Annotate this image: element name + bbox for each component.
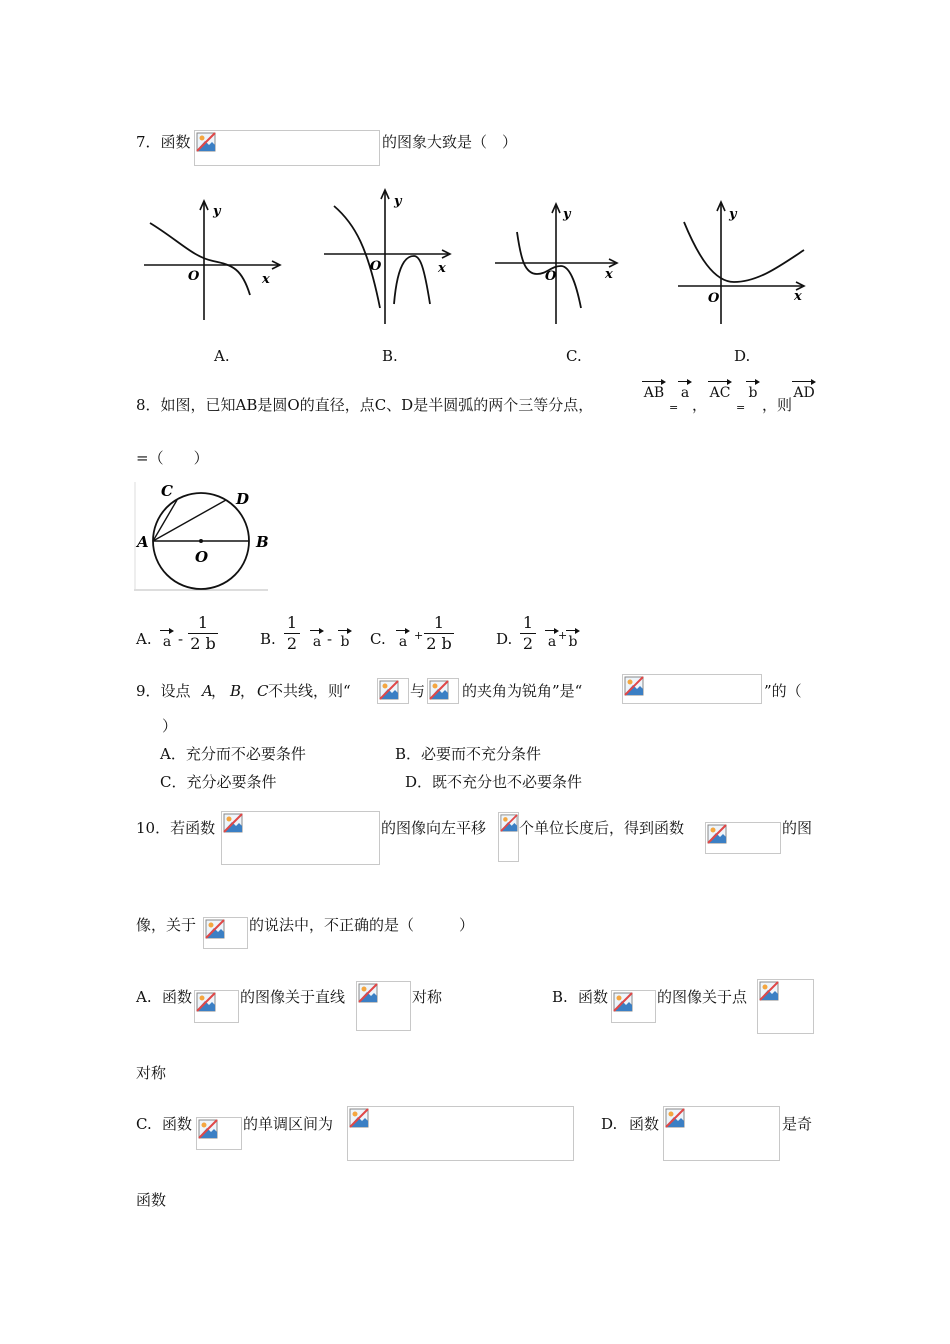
- q10-p1: 10．若函数: [136, 819, 216, 837]
- q10-option-d-t1: 函数: [629, 1115, 660, 1133]
- broken-image-icon: [349, 1108, 369, 1128]
- formula-image: [203, 917, 248, 949]
- broken-image-icon: [223, 813, 243, 833]
- q10-option-c-label: C.: [136, 1115, 152, 1133]
- vector-ab: AB: [642, 379, 666, 401]
- q10-option-c-t1: 函数: [162, 1115, 193, 1133]
- q9-angle-text: 的夹角为锐角”是“: [462, 682, 583, 700]
- q9-close-paren: ）: [162, 717, 178, 735]
- q10-option-d-label: D.: [601, 1115, 618, 1133]
- q9-option-a: A．充分而不必要条件: [160, 745, 306, 763]
- broken-image-icon: [624, 676, 644, 696]
- broken-image-icon: [198, 1119, 218, 1139]
- origin-label: O: [188, 269, 200, 284]
- q9-option-d: D．既不充分也不必要条件: [405, 773, 583, 791]
- q10-option-a-t3: 对称: [412, 988, 443, 1006]
- broken-image-icon: [613, 992, 633, 1012]
- x-axis-label: x: [262, 272, 270, 287]
- q10-option-b-t3: 对称: [136, 1064, 167, 1082]
- q10-option-d-t3: 函数: [136, 1191, 167, 1209]
- formula-image: [427, 678, 459, 704]
- origin-label: O: [545, 269, 557, 284]
- q10-p5: 像，关于: [136, 916, 197, 934]
- q10-option-b-t2: 的图像关于点: [657, 988, 748, 1006]
- q10-option-a-label: A.: [136, 988, 152, 1006]
- formula-image: [705, 822, 781, 854]
- y-axis-label: y: [213, 204, 221, 219]
- y-axis-label: y: [394, 194, 402, 209]
- q10-option-c-t2: 的单调区间为: [243, 1115, 334, 1133]
- then-text: ，则: [762, 396, 793, 414]
- formula-image: [221, 811, 380, 865]
- point-c-label: C: [161, 482, 173, 500]
- broken-image-icon: [665, 1108, 685, 1128]
- formula-image: [663, 1106, 780, 1161]
- formula-image: [347, 1106, 574, 1161]
- formula-image: [356, 981, 411, 1031]
- q10-p4: 的图: [782, 819, 813, 837]
- broken-image-icon: [707, 824, 727, 844]
- point-a-label: A: [137, 533, 149, 551]
- broken-image-icon: [759, 981, 779, 1001]
- q10-option-b-t1: 函数: [578, 988, 609, 1006]
- vector-ad: AD: [792, 379, 816, 401]
- point-b-label: B: [256, 533, 269, 551]
- q10-option-a-t2: 的图像关于直线: [240, 988, 346, 1006]
- q8-stem: 8．如图，已知AB是圆O的直径，点C、D是半圆弧的两个三等分点，: [136, 396, 594, 414]
- equals-sign: =: [669, 401, 679, 414]
- formula-image: [611, 990, 656, 1023]
- point-o-label: O: [195, 548, 209, 566]
- point-d-label: D: [236, 490, 250, 508]
- circle-figure: [134, 478, 270, 592]
- vector-a: a: [678, 379, 692, 401]
- formula-image: [194, 990, 239, 1023]
- vector-ac: AC: [708, 379, 732, 401]
- formula-image: [757, 979, 814, 1034]
- formula-image: [377, 678, 409, 704]
- q7-option-d: D.: [734, 347, 751, 365]
- broken-image-icon: [429, 680, 449, 700]
- y-axis-label: y: [729, 207, 737, 222]
- q10-option-b-label: B.: [552, 988, 568, 1006]
- broken-image-icon: [379, 680, 399, 700]
- x-axis-label: x: [605, 267, 613, 282]
- q10-p3: 个单位长度后，得到函数: [519, 819, 685, 837]
- broken-image-icon: [205, 919, 225, 939]
- q7-suffix: 的图象大致是（ ）: [382, 133, 518, 151]
- q7-option-a: A.: [214, 347, 230, 365]
- q10-p6: 的说法中，不正确的是（ ）: [249, 916, 475, 934]
- q10-option-d-t2: 是奇: [782, 1115, 813, 1133]
- q7-graph-b: [320, 186, 460, 328]
- formula-image: [196, 1117, 242, 1150]
- broken-image-icon: [196, 132, 216, 152]
- origin-label: O: [370, 259, 382, 274]
- q7-graph-c: [493, 200, 625, 328]
- broken-image-icon: [358, 983, 378, 1003]
- q9-option-c: C．充分必要条件: [160, 773, 277, 791]
- formula-image: [498, 812, 519, 862]
- q7-graph-a: [138, 195, 288, 325]
- q9-tail: ”的（: [764, 682, 802, 700]
- y-axis-label: y: [563, 207, 571, 222]
- q7-option-b: B.: [382, 347, 398, 365]
- q7-graph-d: [676, 198, 816, 328]
- formula-image: [622, 674, 762, 704]
- x-axis-label: x: [438, 261, 446, 276]
- vector-b: b: [746, 379, 760, 401]
- comma: ，: [692, 396, 708, 414]
- broken-image-icon: [196, 992, 216, 1012]
- broken-image-icon: [500, 814, 518, 832]
- q10-p2: 的图像向左平移: [381, 819, 487, 837]
- formula-image: [194, 130, 380, 166]
- q7-prefix: 7．函数: [136, 133, 191, 151]
- q9-with: 与: [410, 682, 426, 700]
- q10-option-a-t1: 函数: [162, 988, 193, 1006]
- origin-label: O: [708, 291, 720, 306]
- q8-blank: =（ ）: [136, 449, 209, 467]
- q9-option-b: B．必要而不充分条件: [395, 745, 542, 763]
- equals-sign: =: [736, 401, 746, 414]
- q7-option-c: C.: [566, 347, 582, 365]
- x-axis-label: x: [794, 289, 802, 304]
